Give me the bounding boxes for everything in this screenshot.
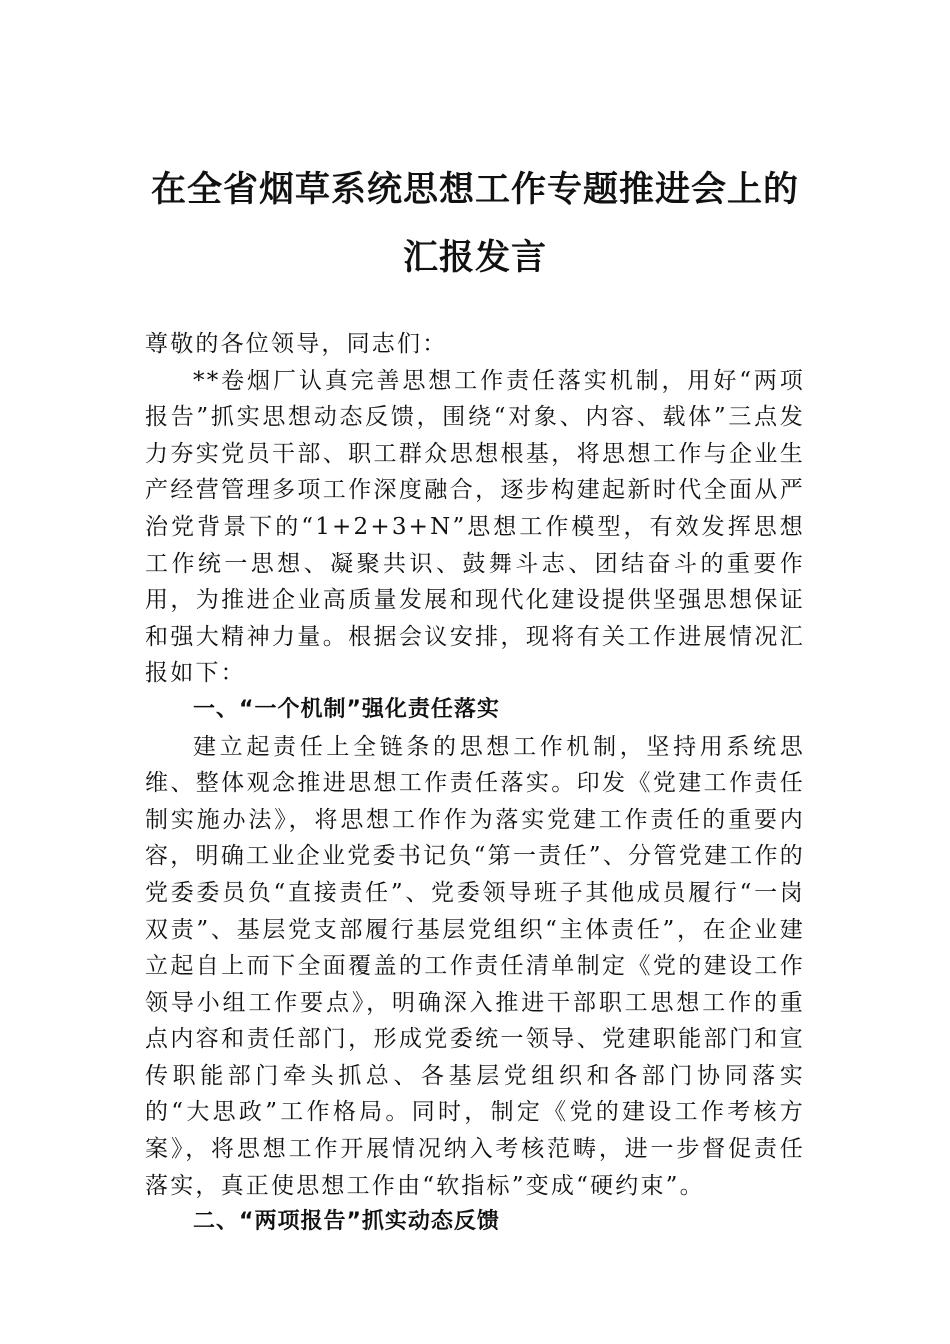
section-1-heading: 一、“一个机制”强化责任落实	[193, 696, 500, 722]
document-title-line-2: 汇报发言	[402, 237, 547, 278]
section-1-paragraph: 建立起责任上全链条的思想工作机制，坚持用系统思维、整体观念推进思想工作责任落实。印发《党建工作责任制实施办法》，将思想工作作为落实党建工作责任的重要内容，明确工业企业党委书记负“第一责任”、分管党建工作的党委委员负“直接责任”、党委领导班子其他成员履行“一岗双责”、基层党支部履行基层党组织“主体责任”，在企业建立起自上而下全面覆盖的工作责任清单制定《党的建设工作领导小组工作要点》，明确深入推进干部职工思想工作的重点内容和责任部门，形成党委统一领导、党建职能部门和宣传职能部门牵头抓总、各基层党组织和各部门协同落实的“大思政”工作格局。同时，制定《党的建设工作考核方案》，将思想工作开展情况纳入考核范畴，进一步督促责任落实，真正使思想工作由“软指标”变成“硬约束”。	[145, 733, 805, 1199]
salutation: 尊敬的各位领导，同志们：	[145, 331, 448, 357]
document-body	[145, 326, 805, 1241]
intro-paragraph: **卷烟厂认真完善思想工作责任落实机制，用好“两项报告”抓实思想动态反馈，围绕“对象、内容、载体”三点发力夯实党员干部、职工群众思想根基，将思想工作与企业生产经营管理多项工作深度融合，逐步构建起新时代全面从严治党背景下的“1+2+3+N”思想工作模型，有效发挥思想工作统一思想、凝聚共识、鼓舞斗志、团结奋斗的重要作用，为推进企业高质量发展和现代化建设提供坚强思想保证和强大精神力量。根据会议安排，现将有关工作进展情况汇报如下：	[145, 367, 805, 687]
document-title-line-1: 在全省烟草系统思想工作专题推进会上的	[150, 169, 799, 210]
section-2-heading: 二、“两项报告”抓实动态反馈	[193, 1209, 500, 1235]
